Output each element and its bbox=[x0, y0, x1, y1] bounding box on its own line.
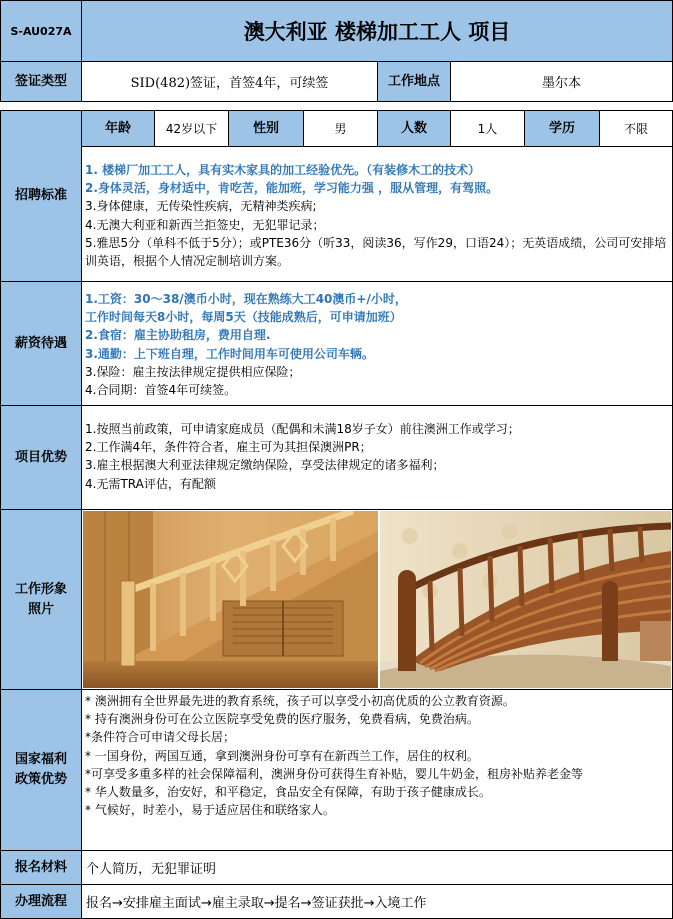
work-location-label: 工作地点 bbox=[377, 61, 451, 102]
requirement-line: 4.无澳大利亚和新西兰拒签史，无犯罪记录； bbox=[85, 217, 325, 232]
salary-line: 2.食宿：雇主协助租房，费用自理. bbox=[85, 328, 271, 343]
process-value: 报名→安排雇主面试→雇主录取→提名→签证获批→入境工作 bbox=[81, 884, 673, 919]
policy-line: * 气候好，时差小，易于适应居住和联络家人。 bbox=[85, 803, 335, 818]
headcount-label: 人数 bbox=[377, 110, 451, 147]
salary-line: 4.合同期：首签4年可续签。 bbox=[85, 383, 237, 398]
headcount-value: 1人 bbox=[450, 110, 525, 147]
advantage-line: 3.雇主根据澳大利亚法律规定缴纳保险，享受法律规定的诸多福利； bbox=[85, 458, 445, 473]
policy-line: * 一国身份，两国互通，拿到澳洲身份可享有在新西兰工作，居住的权利。 bbox=[85, 748, 479, 763]
requirement-line: 1. 楼梯厂加工工人，具有实木家具的加工经验优先。（有装修木工的技术） bbox=[85, 163, 481, 177]
photos-label: 工作形象照片 bbox=[0, 509, 82, 690]
policy-line: * 持有澳洲身份可在公立医院享受免费的医疗服务，免费看病，免费治病。 bbox=[85, 712, 479, 727]
advantages-details bbox=[81, 405, 673, 510]
policy-details bbox=[81, 689, 673, 851]
wooden-staircase-photo-left bbox=[83, 511, 378, 688]
advantage-line: 4.无需TRA评估，有配额 bbox=[85, 476, 216, 491]
salary-label: 薪资待遇 bbox=[0, 281, 82, 406]
requirement-line: 5.雅思5分（单科不低于5分）；或PTE36分（听33，阅读36，写作29，口语24）；无英语成绩，公司可安排培训英语，根据个人情况定制培训方案。 bbox=[85, 235, 667, 269]
work-location-value: 墨尔本 bbox=[450, 61, 673, 102]
salary-details bbox=[81, 281, 673, 406]
materials-value: 个人简历，无犯罪证明 bbox=[81, 850, 673, 885]
education-value: 不限 bbox=[599, 110, 673, 147]
requirement-line: 2.身体灵活，身材适中，肯吃苦，能加班，学习能力强 ，服从管理，有驾照。 bbox=[85, 181, 499, 196]
age-value: 42岁以下 bbox=[154, 110, 229, 147]
process-label: 办理流程 bbox=[0, 884, 82, 919]
policy-line: *可享受多重多样的社会保障福利，澳洲身份可获得生育补贴，婴儿牛奶金，租房补贴养老金等 bbox=[85, 766, 584, 781]
policy-line: * 华人数量多，治安好，和平稳定，食品安全有保障，有助于孩子健康成长。 bbox=[85, 785, 491, 800]
salary-line: 3.保险：雇主按法律规定提供相应保险； bbox=[85, 364, 301, 379]
visa-type-label: 签证类型 bbox=[0, 61, 82, 102]
advantages-label: 项目优势 bbox=[0, 405, 82, 510]
project-code: S-AU027A bbox=[0, 0, 82, 62]
policy-line: *条件符合可申请父母长居； bbox=[85, 730, 236, 745]
advantage-line: 2.工作满4年，条件符合者，雇主可为其担保澳洲PR； bbox=[85, 440, 372, 455]
materials-label: 报名材料 bbox=[0, 850, 82, 885]
salary-line: 1.工资：30～38/澳币小时，现在熟练大工40澳币+/小时， bbox=[85, 292, 407, 306]
requirements-label: 招聘标准 bbox=[0, 110, 82, 282]
gender-value: 男 bbox=[303, 110, 378, 147]
age-label: 年龄 bbox=[81, 110, 155, 147]
gender-label: 性别 bbox=[228, 110, 304, 147]
salary-line: 工作时间每天8小时，每周5天（技能成熟后，可申请加班） bbox=[85, 310, 402, 325]
page-title: 澳大利亚 楼梯加工工人 项目 bbox=[81, 0, 673, 62]
visa-type-value: SID(482)签证，首签4年，可续签 bbox=[81, 61, 378, 102]
salary-line: 3.通勤：上下班自理，工作时间用车可使用公司车辆。 bbox=[85, 346, 374, 361]
requirement-line: 3.身体健康，无传染性疾病，无精神类疾病; bbox=[85, 199, 317, 214]
policy-label: 国家福利政策优势 bbox=[0, 689, 82, 851]
policy-line: * 澳洲拥有全世界最先进的教育系统，孩子可以享受小初高优质的公立教育资源。 bbox=[85, 694, 515, 708]
advantage-line: 1.按照当前政策，可申请家庭成员（配偶和未满18岁子女）前往澳洲工作或学习； bbox=[85, 422, 520, 436]
requirements-details bbox=[81, 146, 673, 282]
education-label: 学历 bbox=[524, 110, 600, 147]
curved-staircase-photo-right bbox=[380, 511, 671, 688]
